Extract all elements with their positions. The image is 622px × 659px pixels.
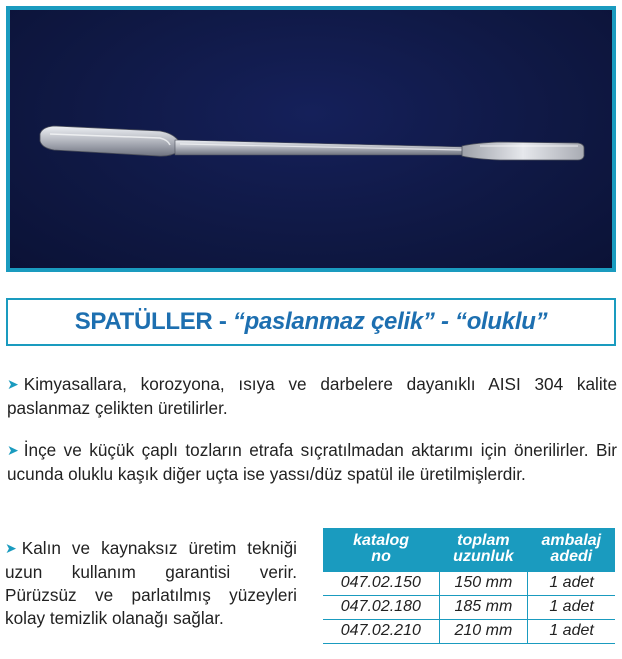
- cell-catalog-no: 047.02.180: [323, 595, 439, 619]
- cell-package-qty: 1 adet: [528, 571, 615, 595]
- bullet-arrow-icon: ➤: [5, 540, 17, 556]
- table-header-row: [323, 528, 615, 571]
- bullet-arrow-icon: ➤: [7, 376, 19, 392]
- title-main: SPATÜLLER -: [74, 308, 227, 335]
- header-total-length: toplam uzunluk: [439, 528, 527, 571]
- paragraph-text: İnçe ve küçük çaplı tozların etrafa sıçratılmadan aktarımı için önerilirler. Bir ucunda oluklu kaşık diğer uçta ise yassı/düz spatül ile üretilmişlerdir.: [7, 440, 617, 484]
- cell-length: 150 mm: [439, 571, 527, 595]
- product-photo: [10, 10, 612, 268]
- cell-package-qty: 1 adet: [528, 595, 615, 619]
- cell-length: 210 mm: [439, 619, 527, 643]
- paragraph-text: Kalın ve kaynaksız üretim tekniği uzun kullanım garantisi verir. Pürüzsüz ve parlatılmış yüzeyleri kolay temizlik olanağı sağlar.: [5, 538, 297, 628]
- table-row: [323, 619, 615, 643]
- header-package-qty: ambalaj adedi: [528, 528, 615, 571]
- bullet-arrow-icon: ➤: [7, 442, 19, 458]
- header-catalog-no: katalog no: [323, 528, 439, 571]
- description-paragraph-2: [7, 439, 617, 486]
- table-row: [323, 571, 615, 595]
- cell-length: 185 mm: [439, 595, 527, 619]
- spatula-image: [10, 10, 612, 268]
- paragraph-text: Kimyasallara, korozyona, ısıya ve darbelere dayanıklı AISI 304 kalite paslanmaz çelikten üretilirler.: [7, 374, 617, 418]
- cell-catalog-no: 047.02.150: [323, 571, 439, 595]
- title-sub: “paslanmaz çelik” - “oluklu”: [232, 308, 548, 335]
- product-spec-table: [323, 528, 615, 644]
- page-title: [6, 298, 616, 346]
- cell-catalog-no: 047.02.210: [323, 619, 439, 643]
- description-paragraph-1: [7, 373, 617, 420]
- table-row: [323, 595, 615, 619]
- product-photo-frame: [6, 6, 616, 272]
- description-paragraph-3: [5, 537, 297, 630]
- cell-package-qty: 1 adet: [528, 619, 615, 643]
